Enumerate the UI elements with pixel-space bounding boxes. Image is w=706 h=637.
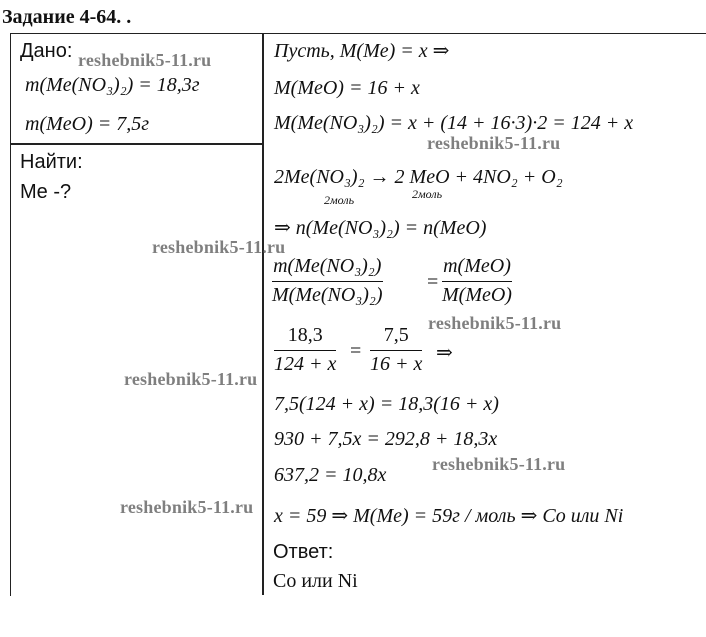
watermark: reshebnik5-11.ru [120, 497, 254, 517]
task-title: Задание 4-64. . [2, 6, 132, 28]
solution-step-1: Пусть, M(Me) = x ⇒ [274, 40, 450, 62]
fraction-nitrate-denominator: M(Me(NO₃)₂) [272, 284, 383, 307]
solution-step-7: 7,5(124 + x) = 18,3(16 + x) [274, 393, 499, 415]
column-divider [262, 33, 264, 595]
fraction-oxide-numerator: m(MeO) [443, 255, 511, 277]
fraction-nitrate [272, 255, 383, 307]
solution-step-9: 637,2 = 10,8x [274, 464, 387, 486]
fraction-numeric-2-denominator: 16 + x [370, 353, 423, 376]
watermark: reshebnik5-11.ru [78, 50, 212, 70]
implies-arrow: ⇒ [436, 342, 453, 364]
given-oxide-mass: m(MeO) = 7,5г [25, 113, 150, 135]
fraction-oxide [442, 255, 512, 307]
answer-value: Co или Ni [273, 570, 358, 592]
watermark: reshebnik5-11.ru [427, 133, 561, 153]
find-label: Найти: [20, 151, 83, 173]
solution-step-3: M(Me(NO₃)₂) = x + (14 + 16·3)·2 = 124 + x [274, 112, 634, 134]
mole-note-1: 2моль [324, 193, 355, 207]
equals-sign-1: = [427, 271, 439, 293]
solution-step-10: x = 59 ⇒ M(Me) = 59г / моль ⇒ Co или Ni [274, 505, 624, 527]
given-nitrate-mass: m(Me(NO₃)₂) = 18,3г [25, 74, 200, 96]
fraction-bar [370, 350, 422, 351]
fraction-numeric-1 [274, 324, 336, 376]
fraction-numeric-1-numerator: 18,3 [287, 324, 323, 346]
solution-step-2: M(MeO) = 16 + x [274, 77, 420, 99]
watermark: reshebnik5-11.ru [432, 454, 566, 474]
fraction-numeric-2 [370, 324, 422, 376]
fraction-numeric-1-denominator: 124 + x [274, 353, 337, 376]
mole-note-2: 2моль [412, 187, 443, 201]
fraction-nitrate-numerator: m(Me(NO₃)₂) [273, 255, 382, 277]
fraction-bar [274, 350, 336, 351]
fraction-bar [272, 281, 383, 282]
equals-sign-2: = [350, 340, 362, 362]
solution-step-5: ⇒ n(Me(NO₃)₂) = n(MeO) [274, 217, 487, 239]
watermark: reshebnik5-11.ru [152, 237, 286, 257]
watermark: reshebnik5-11.ru [124, 369, 258, 389]
fraction-oxide-denominator: M(MeO) [442, 284, 512, 307]
watermark: reshebnik5-11.ru [428, 313, 562, 333]
find-value: Me -? [20, 181, 72, 203]
row-divider [10, 143, 263, 145]
given-label: Дано: [20, 40, 73, 62]
fraction-numeric-2-numerator: 7,5 [383, 324, 409, 346]
reaction-equation: 2Me(NO₃)₂ → 2 MeO + 4NO₂ + O₂ [274, 166, 563, 188]
solution-step-8: 930 + 7,5x = 292,8 + 18,3x [274, 428, 498, 450]
fraction-bar [442, 281, 512, 282]
answer-label: Ответ: [273, 541, 334, 563]
